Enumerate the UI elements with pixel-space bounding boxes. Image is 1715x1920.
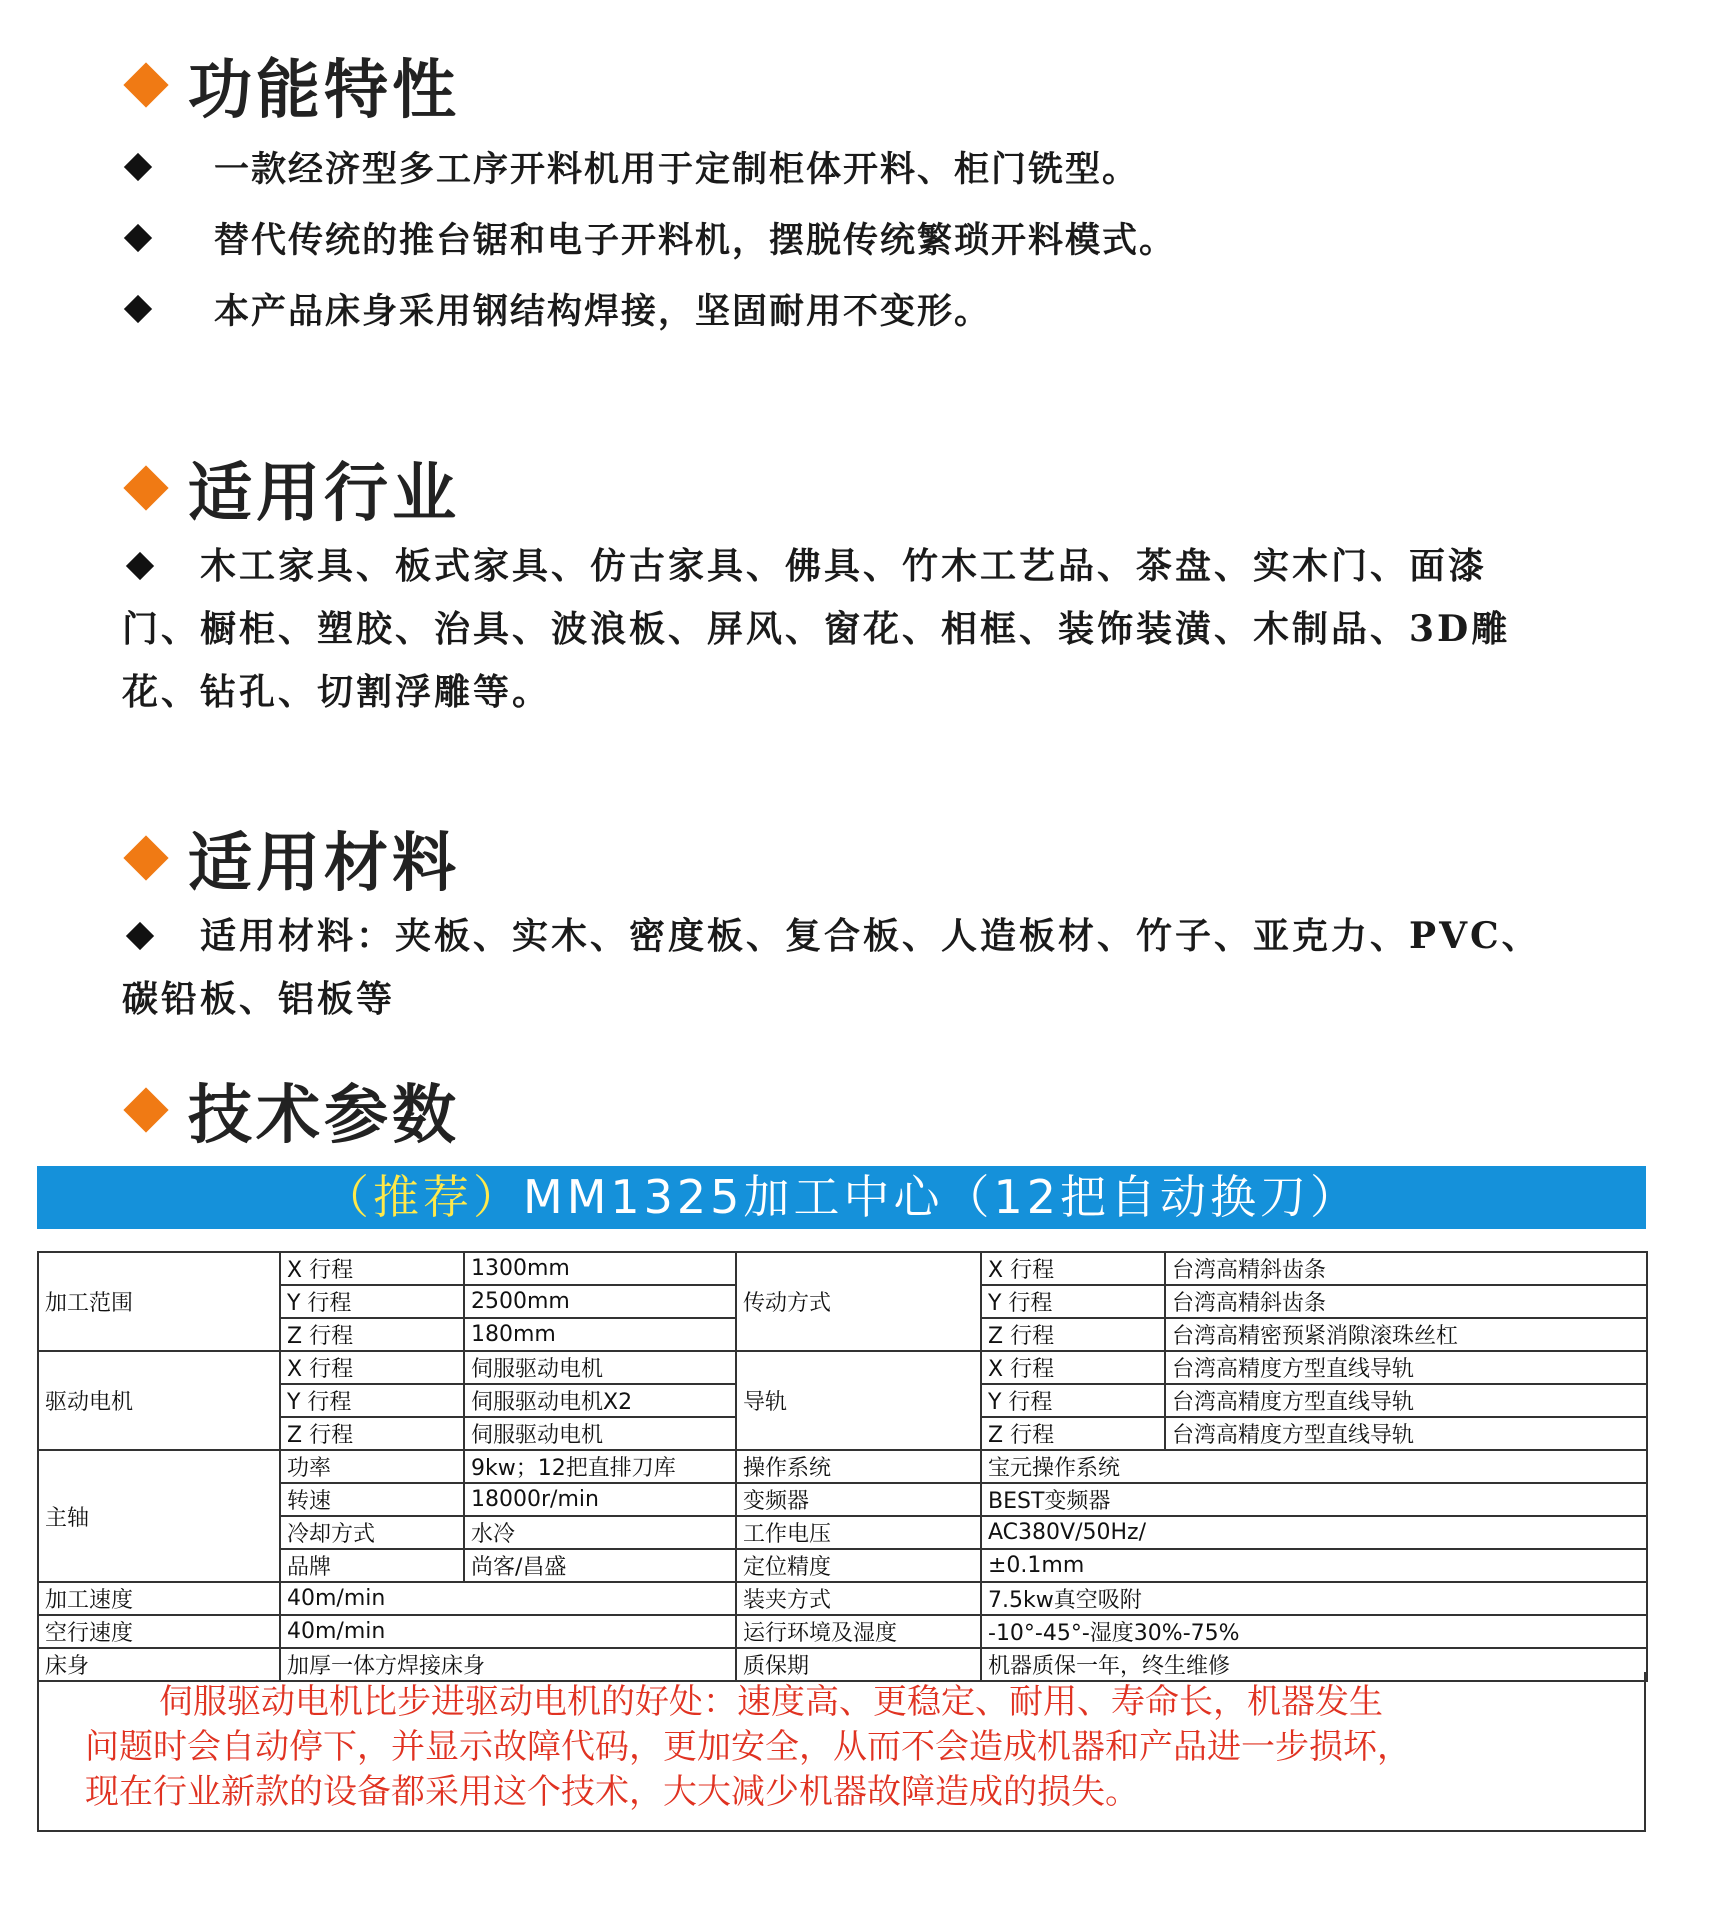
black-diamond-icon <box>124 295 152 323</box>
note-line: 问题时会自动停下，并显示故障代码，更加安全，从而不会造成机器和产品进一步损坏， <box>85 1727 1411 1767</box>
note-text: 伺服驱动电机比步进驱动电机的好处：速度高、更稳定、耐用、寿命长，机器发生 <box>159 1682 1383 1722</box>
section-specs-heading <box>118 1070 460 1153</box>
table-cell: 加厚一体方焊接床身 <box>280 1648 736 1681</box>
table-cell: Y 行程 <box>981 1285 1165 1318</box>
table-row <box>38 1582 1647 1615</box>
table-cell: Z 行程 <box>280 1318 464 1351</box>
table-cell: 宝元操作系统 <box>981 1450 1647 1483</box>
table-cell: 冷却方式 <box>280 1516 464 1549</box>
list-item <box>128 284 991 334</box>
table-cell: 40m/min <box>280 1615 736 1648</box>
table-cell: 加工速度 <box>38 1582 280 1615</box>
recommend-label: （推荐） <box>323 1170 523 1224</box>
table-row <box>38 1549 1647 1582</box>
section-features-heading <box>118 45 460 128</box>
section-title: 技术参数 <box>188 1079 460 1153</box>
table-row <box>38 1516 1647 1549</box>
orange-diamond-icon <box>123 465 168 510</box>
materials-paragraph <box>122 905 1562 1031</box>
table-cell: 台湾高精度方型直线导轨 <box>1165 1384 1647 1417</box>
table-cell: Z 行程 <box>981 1417 1165 1450</box>
table-cell: 台湾高精度方型直线导轨 <box>1165 1351 1647 1384</box>
table-cell: Y 行程 <box>280 1285 464 1318</box>
section-title: 适用行业 <box>188 457 460 531</box>
table-row <box>38 1615 1647 1648</box>
table-cell: 2500mm <box>464 1285 736 1318</box>
table-cell: 台湾高精密预紧消隙滚珠丝杠 <box>1165 1318 1647 1351</box>
table-cell: X 行程 <box>981 1351 1165 1384</box>
table-cell: 台湾高精度方型直线导轨 <box>1165 1417 1647 1450</box>
table-cell: 伺服驱动电机 <box>464 1351 736 1384</box>
black-diamond-icon <box>124 224 152 252</box>
materials-text: 适用材料：夹板、实木、密度板、复合板、人造板材、竹子、亚克力、PVC、碳铅板、铝板等 <box>122 915 1541 1020</box>
table-row <box>38 1351 1647 1384</box>
list-item-text: 一款经济型多工序开料机用于定制柜体开料、柜门铣型。 <box>214 149 1140 190</box>
list-item <box>128 142 1139 192</box>
table-cell: X 行程 <box>280 1351 464 1384</box>
table-cell: X 行程 <box>280 1252 464 1285</box>
table-cell: 运行环境及湿度 <box>736 1615 981 1648</box>
table-cell: 水冷 <box>464 1516 736 1549</box>
list-item-text: 本产品床身采用钢结构焊接，坚固耐用不变形。 <box>214 291 992 332</box>
table-cell: 品牌 <box>280 1549 464 1582</box>
table-row <box>38 1483 1647 1516</box>
table-cell: 功率 <box>280 1450 464 1483</box>
table-cell: Z 行程 <box>981 1318 1165 1351</box>
orange-diamond-icon <box>123 835 168 880</box>
table-cell: 9kw；12把直排刀库 <box>464 1450 736 1483</box>
table-cell: 质保期 <box>736 1648 981 1681</box>
table-cell: 台湾高精斜齿条 <box>1165 1252 1647 1285</box>
table-cell: 空行速度 <box>38 1615 280 1648</box>
table-cell: 18000r/min <box>464 1483 736 1516</box>
table-cell: 主轴 <box>38 1450 280 1582</box>
table-cell: BEST变频器 <box>981 1483 1647 1516</box>
table-cell: 操作系统 <box>736 1450 981 1483</box>
black-diamond-icon <box>126 552 154 580</box>
note-line <box>85 1680 1604 1725</box>
industries-text: 木工家具、板式家具、仿古家具、佛具、竹木工艺品、茶盘、实木门、面漆门、橱柜、塑胶、治具、波浪板、屏风、窗花、相框、装饰装潢、木制品、3D雕花、钻孔、切割浮雕等。 <box>122 545 1511 713</box>
section-title: 功能特性 <box>188 54 460 128</box>
table-cell: 台湾高精斜齿条 <box>1165 1285 1647 1318</box>
section-title: 适用材料 <box>188 827 460 901</box>
table-cell: 工作电压 <box>736 1516 981 1549</box>
table-cell: 180mm <box>464 1318 736 1351</box>
table-cell: 导轨 <box>736 1351 981 1450</box>
orange-diamond-icon <box>123 1087 168 1132</box>
table-cell: Y 行程 <box>981 1384 1165 1417</box>
table-cell: 尚客/昌盛 <box>464 1549 736 1582</box>
table-cell: -10°-45°-湿度30%-75% <box>981 1615 1647 1648</box>
table-cell: 伺服驱动电机 <box>464 1417 736 1450</box>
table-cell: 40m/min <box>280 1582 736 1615</box>
note-line: 现在行业新款的设备都采用这个技术，大大减少机器故障造成的损失。 <box>85 1772 1139 1812</box>
table-cell: 7.5kw真空吸附 <box>981 1582 1647 1615</box>
table-cell: 驱动电机 <box>38 1351 280 1450</box>
table-cell: X 行程 <box>981 1252 1165 1285</box>
list-item-text: 替代传统的推台锯和电子开料机，摆脱传统繁琐开料模式。 <box>214 220 1177 261</box>
table-cell: 伺服驱动电机X2 <box>464 1384 736 1417</box>
table-cell: AC380V/50Hz/ <box>981 1516 1647 1549</box>
table-cell: 转速 <box>280 1483 464 1516</box>
model-banner <box>37 1166 1646 1229</box>
table-row <box>38 1252 1647 1285</box>
table-cell: 机器质保一年，终生维修 <box>981 1648 1647 1681</box>
table-cell: Z 行程 <box>280 1417 464 1450</box>
model-name: MM1325加工中心（12把自动换刀） <box>523 1170 1360 1224</box>
orange-diamond-icon <box>123 62 168 107</box>
table-cell: 传动方式 <box>736 1252 981 1351</box>
table-cell: 床身 <box>38 1648 280 1681</box>
table-row <box>38 1450 1647 1483</box>
table-cell: 变频器 <box>736 1483 981 1516</box>
table-cell: ±0.1mm <box>981 1549 1647 1582</box>
section-industries-heading <box>118 448 460 531</box>
list-item <box>128 213 1176 263</box>
black-diamond-icon <box>126 922 154 950</box>
table-cell: 1300mm <box>464 1252 736 1285</box>
servo-advantage-note <box>37 1672 1646 1832</box>
section-materials-heading <box>118 818 460 901</box>
spec-table <box>37 1251 1648 1682</box>
table-cell: 装夹方式 <box>736 1582 981 1615</box>
black-diamond-icon <box>124 153 152 181</box>
industries-paragraph <box>122 535 1562 724</box>
table-cell: 加工范围 <box>38 1252 280 1351</box>
table-cell: 定位精度 <box>736 1549 981 1582</box>
table-cell: Y 行程 <box>280 1384 464 1417</box>
